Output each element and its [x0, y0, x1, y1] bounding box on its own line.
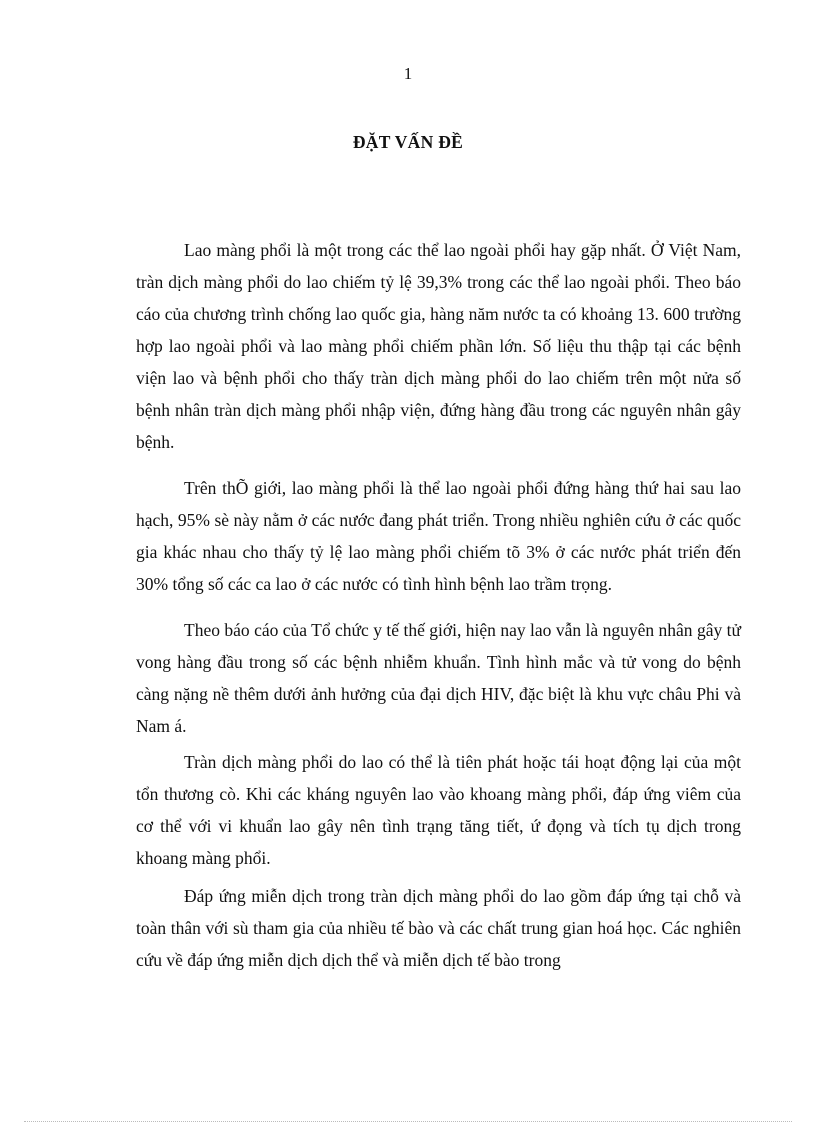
page-number: 1	[403, 64, 413, 83]
body-text	[136, 234, 741, 976]
page-bottom-divider	[24, 1121, 792, 1122]
paragraph-2: Trên thÕ giới, lao màng phổi là thể lao ngoài phổi đứng hàng thứ hai sau lao hạch, 95% sè này nằm ở các nước đang phát triển. Trong nhiều nghiên cứu ở các quốc gia khác nhau cho thấy tỷ lệ lao màng phổi chiếm tõ 3% ở các nước phát triển đến 30% tổng số các ca lao ở các nước có tình hình bệnh lao trầm trọng.	[136, 478, 741, 594]
page-title: ĐẶT VẤN ĐỀ	[352, 132, 464, 152]
paragraph-3: Theo báo cáo của Tổ chức y tế thế giới, hiện nay lao vẫn là nguyên nhân gây tử vong hàng đầu trong số các bệnh nhiễm khuẩn. Tình hình mắc và tử vong do bệnh càng nặng nề thêm dưới ảnh hưởng của đại dịch HIV, đặc biệt là khu vực châu Phi và Nam á.	[136, 620, 741, 736]
paragraph-4: Tràn dịch màng phổi do lao có thể là tiên phát hoặc tái hoạt động lại của một tổn thương cò. Khi các kháng nguyên lao vào khoang màng phổi, đáp ứng viêm của cơ thể với vi khuẩn lao gây nên tình trạng tăng tiết, ứ đọng và tích tụ dịch trong khoang màng phổi.	[136, 752, 741, 868]
paragraph-5: Đáp ứng miễn dịch trong tràn dịch màng phổi do lao gồm đáp ứng tại chỗ và toàn thân với sù tham gia của nhiều tế bào và các chất trung gian hoá học. Các nghiên cứu về đáp ứng miễn dịch dịch thể và miễn dịch tế bào trong	[136, 886, 741, 970]
paragraph-1: Lao màng phổi là một trong các thể lao ngoài phổi hay gặp nhất. Ở Việt Nam, tràn dịch màng phổi do lao chiếm tỷ lệ 39,3% trong các thể lao ngoài phổi. Theo báo cáo của chương trình chống lao quốc gia, hàng năm nước ta có khoảng 13. 600 trường hợp lao ngoài phổi và lao màng phổi chiếm phần lớn. Số liệu thu thập tại các bệnh viện lao và bệnh phổi cho thấy tràn dịch màng phổi do lao chiếm trên một nửa số bệnh nhân tràn dịch màng phổi nhập viện, đứng hàng đầu trong các nguyên nhân gây bệnh.	[136, 240, 741, 452]
